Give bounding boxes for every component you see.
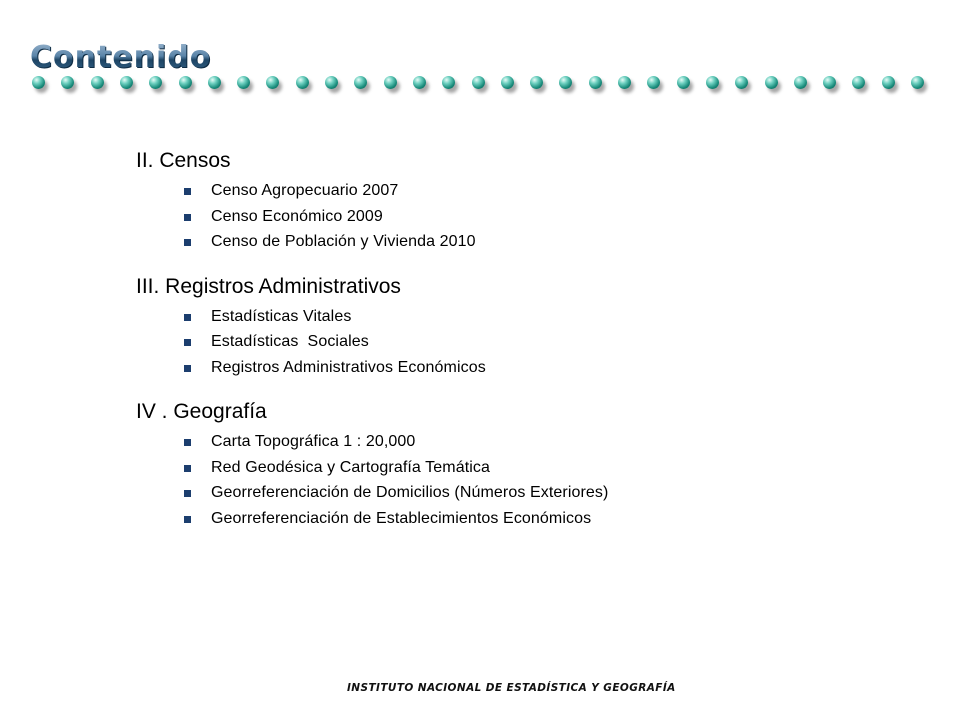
square-bullet-icon	[184, 490, 191, 497]
decorative-dot-icon	[647, 76, 660, 89]
square-bullet-icon	[184, 365, 191, 372]
slide-title: Contenido	[30, 38, 211, 78]
section-heading: III. Registros Administrativos	[136, 274, 401, 298]
square-bullet-icon	[184, 339, 191, 346]
square-bullet-icon	[184, 516, 191, 523]
list-item-text: Red Geodésica y Cartografía Temática	[211, 458, 490, 476]
square-bullet-icon	[184, 439, 191, 446]
list-item	[136, 429, 916, 455]
decorative-dot-icon	[530, 76, 543, 89]
list-item	[136, 455, 916, 481]
decorative-dot-icon	[208, 76, 221, 89]
decorative-dot-icon	[266, 76, 279, 89]
section-heading: IV . Geografía	[136, 400, 267, 423]
decorative-dot-icon	[442, 76, 455, 89]
decorative-dot-icon	[472, 76, 485, 89]
list-item-text: Georreferenciación de Establecimientos Económicos	[211, 509, 592, 527]
decorative-dot-icon	[765, 76, 778, 89]
list-item	[136, 329, 916, 355]
square-bullet-icon	[184, 188, 191, 195]
bullet-list	[136, 178, 916, 255]
content-body	[136, 147, 916, 549]
section-registros-administrativos	[136, 273, 916, 381]
decorative-dot-icon	[735, 76, 748, 89]
decorative-dot-icon	[296, 76, 309, 89]
section-geografia	[136, 398, 916, 531]
square-bullet-icon	[184, 239, 191, 246]
decorative-dot-row	[32, 76, 932, 98]
section-censos	[136, 147, 916, 255]
decorative-dot-icon	[325, 76, 338, 89]
decorative-dot-icon	[384, 76, 397, 89]
list-item-text: Estadísticas Vitales	[211, 307, 352, 325]
decorative-dot-icon	[911, 76, 924, 89]
decorative-dot-icon	[852, 76, 865, 89]
decorative-dot-icon	[677, 76, 690, 89]
decorative-dot-icon	[882, 76, 895, 89]
list-item	[136, 480, 916, 506]
decorative-dot-icon	[501, 76, 514, 89]
list-item	[136, 204, 916, 230]
decorative-dot-icon	[32, 76, 45, 89]
institution-footer: INSTITUTO NACIONAL DE ESTADÍSTICA Y GEOGRAFÍA	[347, 682, 676, 694]
decorative-dot-icon	[179, 76, 192, 89]
list-item-text: Censo Agropecuario 2007	[211, 182, 399, 199]
decorative-dot-icon	[706, 76, 719, 89]
decorative-dot-icon	[237, 76, 250, 89]
decorative-dot-icon	[149, 76, 162, 89]
decorative-dot-icon	[589, 76, 602, 89]
decorative-dot-icon	[354, 76, 367, 89]
decorative-dot-icon	[91, 76, 104, 89]
square-bullet-icon	[184, 214, 191, 221]
bullet-list	[136, 304, 916, 381]
list-item-text: Georreferenciación de Domicilios (Números Exteriores)	[211, 484, 609, 501]
list-item-text: Censo Económico 2009	[211, 207, 383, 225]
decorative-dot-icon	[61, 76, 74, 89]
square-bullet-icon	[184, 465, 191, 472]
list-item-text: Carta Topográfica 1 : 20,000	[211, 433, 416, 450]
list-item-text: Estadísticas Sociales	[211, 333, 369, 350]
decorative-dot-icon	[559, 76, 572, 89]
list-item	[136, 229, 916, 255]
decorative-dot-icon	[794, 76, 807, 89]
section-heading: II. Censos	[136, 149, 231, 172]
decorative-dot-icon	[823, 76, 836, 89]
list-item	[136, 178, 916, 204]
decorative-dot-icon	[413, 76, 426, 89]
decorative-dot-icon	[618, 76, 631, 89]
list-item-text: Registros Administrativos Económicos	[211, 358, 486, 376]
list-item	[136, 304, 916, 330]
square-bullet-icon	[184, 314, 191, 321]
list-item-text: Censo de Población y Vivienda 2010	[211, 233, 476, 250]
bullet-list	[136, 429, 916, 531]
list-item	[136, 506, 916, 532]
decorative-dot-icon	[120, 76, 133, 89]
list-item	[136, 355, 916, 381]
